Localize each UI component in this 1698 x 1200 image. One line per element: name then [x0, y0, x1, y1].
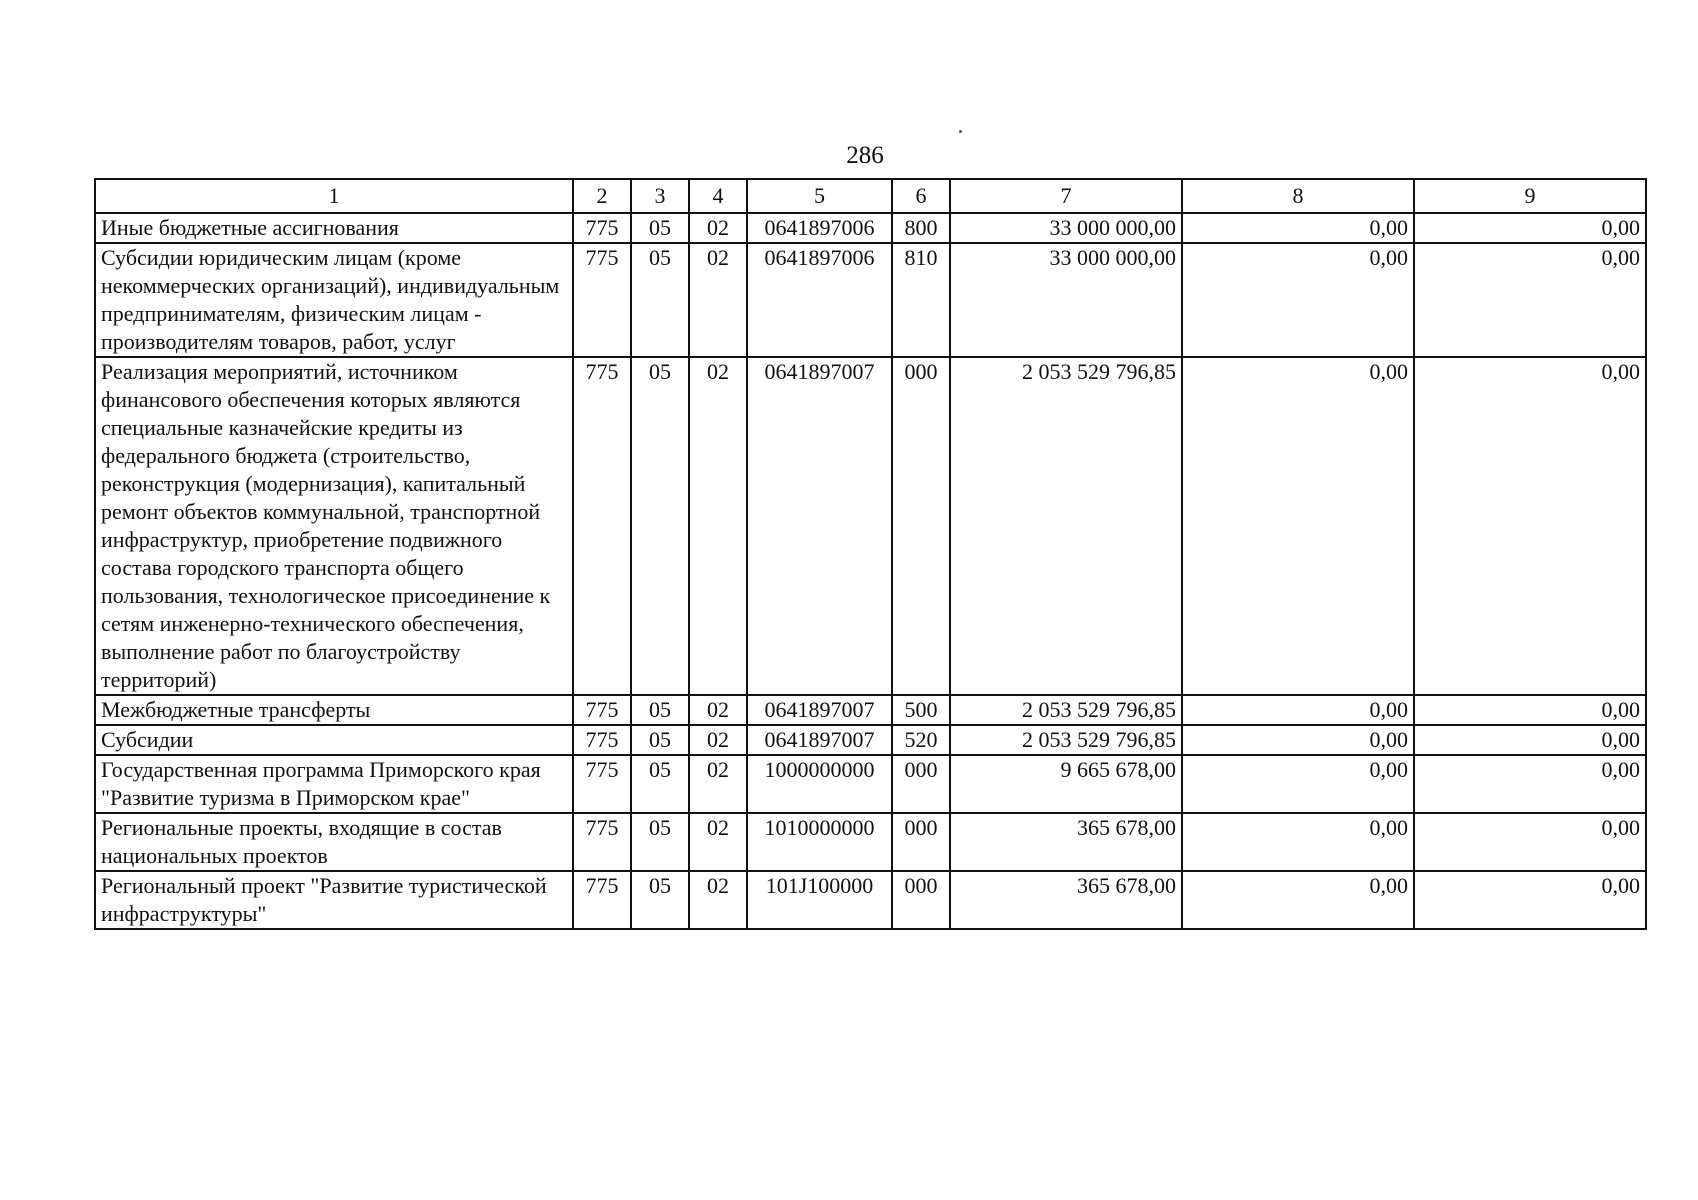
column-header: 3	[631, 179, 689, 213]
ministry-code: 775	[573, 725, 631, 755]
expense-type-code: 810	[892, 243, 950, 357]
ministry-code: 775	[573, 813, 631, 871]
column-header: 9	[1414, 179, 1646, 213]
section-code: 05	[631, 695, 689, 725]
column-header: 5	[747, 179, 892, 213]
target-article-code: 1010000000	[747, 813, 892, 871]
column-header: 7	[950, 179, 1182, 213]
table-row	[95, 357, 1646, 695]
target-article-code: 0641897007	[747, 695, 892, 725]
subsection-code: 02	[689, 813, 747, 871]
ministry-code: 775	[573, 357, 631, 695]
target-article-code: 0641897007	[747, 725, 892, 755]
table-row	[95, 871, 1646, 929]
amount-col9: 0,00	[1414, 695, 1646, 725]
amount-col7: 365 678,00	[950, 871, 1182, 929]
table-row	[95, 813, 1646, 871]
amount-col8: 0,00	[1182, 695, 1414, 725]
ministry-code: 775	[573, 755, 631, 813]
expense-type-code: 000	[892, 357, 950, 695]
amount-col7: 2 053 529 796,85	[950, 357, 1182, 695]
amount-col7: 33 000 000,00	[950, 243, 1182, 357]
amount-col8: 0,00	[1182, 871, 1414, 929]
amount-col7: 365 678,00	[950, 813, 1182, 871]
section-code: 05	[631, 357, 689, 695]
amount-col9: 0,00	[1414, 725, 1646, 755]
table-row	[95, 725, 1646, 755]
section-code: 05	[631, 871, 689, 929]
ministry-code: 775	[573, 871, 631, 929]
scan-speck	[959, 130, 962, 133]
ministry-code: 775	[573, 243, 631, 357]
amount-col9: 0,00	[1414, 357, 1646, 695]
subsection-code: 02	[689, 755, 747, 813]
row-description: Региональный проект "Развитие туристической инфраструктуры"	[95, 871, 573, 929]
row-description: Межбюджетные трансферты	[95, 695, 573, 725]
amount-col9: 0,00	[1414, 871, 1646, 929]
table-row	[95, 213, 1646, 243]
target-article-code: 0641897007	[747, 357, 892, 695]
budget-table	[94, 178, 1647, 930]
expense-type-code: 000	[892, 813, 950, 871]
section-code: 05	[631, 243, 689, 357]
expense-type-code: 520	[892, 725, 950, 755]
table-row	[95, 755, 1646, 813]
table-row	[95, 243, 1646, 357]
amount-col8: 0,00	[1182, 755, 1414, 813]
amount-col8: 0,00	[1182, 725, 1414, 755]
column-header: 1	[95, 179, 573, 213]
page-number: 286	[846, 142, 884, 169]
subsection-code: 02	[689, 725, 747, 755]
column-header: 6	[892, 179, 950, 213]
amount-col9: 0,00	[1414, 243, 1646, 357]
target-article-code: 0641897006	[747, 213, 892, 243]
column-header: 8	[1182, 179, 1414, 213]
row-description: Субсидии юридическим лицам (кроме некоммерческих организаций), индивидуальным предпринимателям, физическим лицам - производителям товаров, работ, услуг	[95, 243, 573, 357]
amount-col7: 9 665 678,00	[950, 755, 1182, 813]
amount-col9: 0,00	[1414, 755, 1646, 813]
target-article-code: 1000000000	[747, 755, 892, 813]
amount-col7: 33 000 000,00	[950, 213, 1182, 243]
subsection-code: 02	[689, 213, 747, 243]
amount-col8: 0,00	[1182, 213, 1414, 243]
row-description: Региональные проекты, входящие в состав национальных проектов	[95, 813, 573, 871]
section-code: 05	[631, 755, 689, 813]
expense-type-code: 500	[892, 695, 950, 725]
amount-col9: 0,00	[1414, 813, 1646, 871]
amount-col7: 2 053 529 796,85	[950, 725, 1182, 755]
expense-type-code: 000	[892, 755, 950, 813]
column-header: 2	[573, 179, 631, 213]
column-header: 4	[689, 179, 747, 213]
target-article-code: 101J100000	[747, 871, 892, 929]
target-article-code: 0641897006	[747, 243, 892, 357]
amount-col7: 2 053 529 796,85	[950, 695, 1182, 725]
expense-type-code: 000	[892, 871, 950, 929]
amount-col8: 0,00	[1182, 243, 1414, 357]
row-description: Реализация мероприятий, источником финансового обеспечения которых являются специальные казначейские кредиты из федерального бюджета (строительство, реконструкция (модернизация), капитальный ремонт объектов коммунальной, транспортной инфраструктур, приобретение подвижного состава городского транспорта общего пользования, технологическое присоединение к сетям инженерно-технического обеспечения, выполнение работ по благоустройству территорий)	[95, 357, 573, 695]
amount-col8: 0,00	[1182, 813, 1414, 871]
subsection-code: 02	[689, 357, 747, 695]
row-description: Иные бюджетные ассигнования	[95, 213, 573, 243]
amount-col8: 0,00	[1182, 357, 1414, 695]
section-code: 05	[631, 213, 689, 243]
row-description: Государственная программа Приморского края "Развитие туризма в Приморском крае"	[95, 755, 573, 813]
subsection-code: 02	[689, 695, 747, 725]
ministry-code: 775	[573, 213, 631, 243]
column-number-header-row	[95, 179, 1646, 213]
ministry-code: 775	[573, 695, 631, 725]
row-description: Субсидии	[95, 725, 573, 755]
subsection-code: 02	[689, 243, 747, 357]
section-code: 05	[631, 813, 689, 871]
expense-type-code: 800	[892, 213, 950, 243]
amount-col9: 0,00	[1414, 213, 1646, 243]
subsection-code: 02	[689, 871, 747, 929]
section-code: 05	[631, 725, 689, 755]
table-row	[95, 695, 1646, 725]
